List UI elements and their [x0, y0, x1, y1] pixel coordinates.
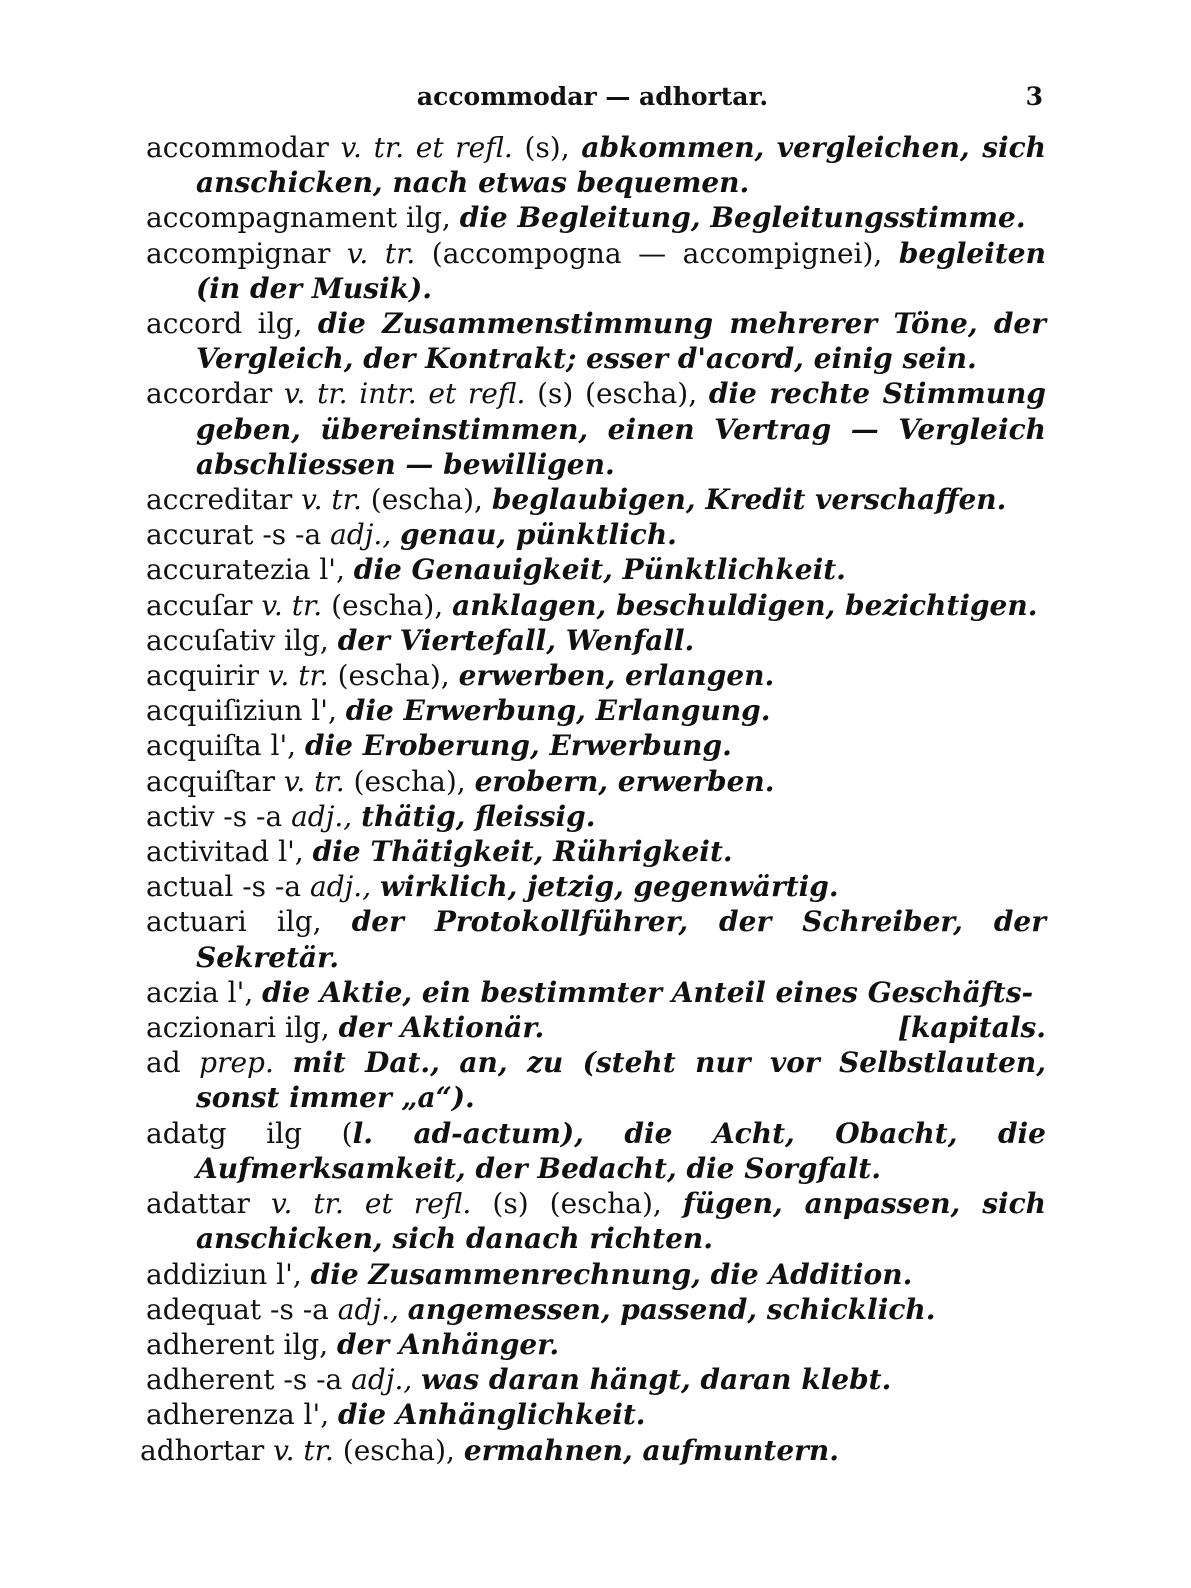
dictionary-entry	[146, 200, 1046, 235]
plain-text	[371, 870, 380, 903]
translation: abkommen, vergleichen, sich anschicken, nach etwas bequemen.	[196, 131, 1046, 200]
plain-text	[412, 1363, 421, 1396]
translation: angemessen, passend, schicklich.	[407, 1292, 936, 1326]
dictionary-entry	[146, 1292, 1046, 1327]
translation: die Begleitung, Begleitungsstimme.	[459, 201, 1026, 235]
dictionary-entry	[146, 623, 1046, 658]
translation: die Aktie, ein bestimmter Anteil eines Geschäfts-	[262, 975, 1034, 1009]
plain-text: l',	[310, 553, 354, 587]
plain-text	[399, 1293, 408, 1326]
plain-text: (escha),	[344, 764, 475, 798]
headword: acquiſiziun	[146, 694, 303, 728]
dictionary-entry	[146, 130, 1046, 200]
dictionary-entry	[146, 799, 1046, 834]
entry-list	[140, 130, 1047, 1468]
grammar-label: v. tr.	[274, 764, 345, 798]
dictionary-entry	[146, 517, 1046, 552]
grammar-label: v. tr. et refl.	[249, 1187, 472, 1221]
plain-text	[274, 1046, 293, 1079]
headword: accuſativ	[146, 623, 276, 657]
translation: fügen, anpassen, sich anschicken, sich danach richten.	[196, 1187, 1047, 1256]
plain-text: (escha),	[322, 588, 453, 622]
grammar-label: v. tr.	[330, 236, 416, 270]
translation: der Anhänger.	[337, 1327, 560, 1361]
translation: genau, pünktlich.	[400, 518, 677, 552]
dictionary-entry	[146, 1327, 1046, 1362]
dictionary-entry	[146, 904, 1046, 974]
headword: acquiſtar	[146, 764, 275, 798]
grammar-label: v. tr. intr. et refl.	[272, 377, 526, 411]
headword: accompignar	[146, 236, 331, 270]
headword: acquirir	[146, 659, 260, 693]
grammar-label: v. tr.	[264, 1433, 334, 1467]
headword: adattar	[146, 1187, 250, 1221]
plain-text: l',	[294, 1398, 339, 1432]
translation: thätig, fleissig.	[361, 799, 596, 833]
headword: activitad	[146, 835, 270, 869]
grammar-label: v. tr.	[259, 659, 329, 693]
dictionary-entry	[146, 306, 1046, 376]
headword: acquiſta	[146, 729, 262, 763]
translation: der Aktionär.	[338, 1011, 545, 1045]
grammar-label: v. tr.	[292, 483, 362, 517]
plain-text: (escha),	[361, 483, 492, 517]
headword: accord	[146, 307, 243, 341]
plain-text: ilg,	[275, 623, 338, 657]
translation: die Zusammenstimmung mehrerer Töne, der Vergleich, der Kontrakt; esser d'acord, einig sein.	[196, 307, 1046, 376]
grammar-label: prep.	[180, 1046, 274, 1080]
dictionary-entry	[146, 1010, 1046, 1045]
translation: die Zusammenrechnung, die Addition.	[310, 1257, 913, 1291]
plain-text: ilg,	[246, 905, 352, 939]
plain-text: l',	[261, 729, 305, 763]
headword: accompagnament	[146, 201, 398, 235]
headword: accordar	[146, 377, 273, 411]
plain-text: ilg,	[276, 1011, 339, 1045]
dictionary-entry	[146, 1045, 1046, 1115]
grammar-label: adj.,	[321, 518, 392, 552]
headword: aczionari	[146, 1011, 277, 1045]
continuation: [kapitals.	[897, 1011, 1046, 1045]
page-number: 3	[1025, 82, 1043, 111]
plain-text: l',	[269, 835, 313, 869]
plain-text: ilg,	[397, 201, 460, 235]
headword: actual -s -a	[146, 870, 302, 904]
translation: beglaubigen, Kredit verschaffen.	[491, 483, 1007, 517]
translation: anklagen, beschuldigen, bezichtigen.	[452, 588, 1038, 622]
headword: actuari	[146, 905, 247, 939]
dictionary-entry	[146, 1397, 1046, 1432]
plain-text: (accompogna — accompignei),	[415, 236, 899, 270]
plain-text: (s),	[512, 131, 582, 164]
headword: adherent	[146, 1327, 275, 1361]
grammar-label: v. tr.	[252, 588, 323, 622]
dictionary-entry	[140, 1433, 1046, 1468]
translation: erobern, erwerben.	[474, 764, 775, 798]
headword: accuſar	[146, 588, 253, 622]
plain-text: (s) (escha),	[525, 377, 709, 411]
dictionary-entry	[146, 1186, 1046, 1256]
dictionary-entry	[146, 834, 1046, 869]
dictionary-entry	[146, 1116, 1046, 1186]
translation: mit Dat., an, zu (steht nur vor Selbstlauten, sonst immer „a“).	[196, 1046, 1046, 1115]
running-header	[140, 82, 1045, 116]
translation: die Anhänglichkeit.	[338, 1398, 646, 1432]
plain-text: ilg (	[226, 1116, 353, 1150]
translation: ermahnen, aufmuntern.	[463, 1433, 840, 1467]
headword: adatg	[146, 1116, 227, 1150]
grammar-label: adj.,	[328, 1292, 399, 1326]
plain-text: (s) (escha),	[471, 1187, 683, 1221]
grammar-label: v. tr. et refl.	[328, 131, 513, 164]
headword: ad	[146, 1046, 181, 1080]
translation: wirklich, jetzig, gegenwärtig.	[380, 870, 839, 904]
plain-text: (escha),	[328, 659, 459, 693]
dictionary-entry	[146, 869, 1046, 904]
translation: die rechte Stimmung geben, übereinstimmen, einen Vertrag — Vergleich abschliessen — bewilligen.	[196, 377, 1046, 481]
plain-text: ilg,	[242, 307, 318, 341]
plain-text	[391, 518, 400, 551]
translation: die Eroberung, Erwerbung.	[304, 729, 732, 763]
dictionary-entry	[146, 588, 1046, 623]
dictionary-entry	[146, 1362, 1046, 1397]
headword: accommodar	[146, 131, 329, 164]
headword: activ -s -a	[146, 799, 283, 833]
translation: der Protokollführer, der Schreiber, der Sekretär.	[196, 905, 1046, 974]
headword: accuratezia	[146, 553, 311, 587]
headword: adhortar	[140, 1433, 265, 1467]
dictionary-entry	[146, 658, 1046, 693]
translation: der Viertefall, Wenfall.	[337, 623, 695, 657]
dictionary-entry	[146, 764, 1046, 799]
plain-text: (escha),	[333, 1433, 464, 1467]
translation: erwerben, erlangen.	[458, 659, 775, 693]
plain-text: l',	[302, 694, 346, 728]
header-title: accommodar — adhortar.	[416, 82, 769, 111]
grammar-label: adj.,	[342, 1363, 413, 1397]
headword: adherenza	[146, 1398, 295, 1432]
headword: aczia	[146, 975, 219, 1009]
dictionary-entry	[146, 482, 1046, 517]
dictionary-entry	[146, 1257, 1046, 1292]
headword: accreditar	[146, 483, 293, 517]
dictionary-entry	[146, 975, 1046, 1010]
grammar-label: adj.,	[282, 799, 353, 833]
headword: addiziun	[146, 1257, 268, 1291]
headword: adherent -s -a	[146, 1363, 343, 1397]
dictionary-entry	[146, 236, 1046, 306]
grammar-label: adj.,	[301, 870, 372, 904]
plain-text	[352, 800, 361, 833]
translation: die Erwerbung, Erlangung.	[345, 694, 771, 728]
dictionary-entry	[146, 693, 1046, 728]
dictionary-entry	[146, 552, 1046, 587]
headword: accurat -s -a	[146, 518, 322, 552]
translation: die Thätigkeit, Rührigkeit.	[312, 835, 733, 869]
dictionary-entry	[146, 728, 1046, 763]
translation: begleiten (in der Musik).	[196, 236, 1046, 305]
plain-text: l',	[267, 1257, 311, 1291]
translation: was daran hängt, daran klebt.	[421, 1363, 892, 1397]
translation: l. ad-actum), die Acht, Obacht, die Aufmerksamkeit, der Bedacht, die Sorgfalt.	[196, 1116, 1046, 1185]
translation: die Genauigkeit, Pünktlichkeit.	[353, 553, 846, 587]
dictionary-entry	[146, 376, 1046, 482]
headword: adequat -s -a	[146, 1292, 329, 1326]
plain-text: ilg,	[274, 1327, 338, 1361]
plain-text: l',	[218, 975, 263, 1009]
